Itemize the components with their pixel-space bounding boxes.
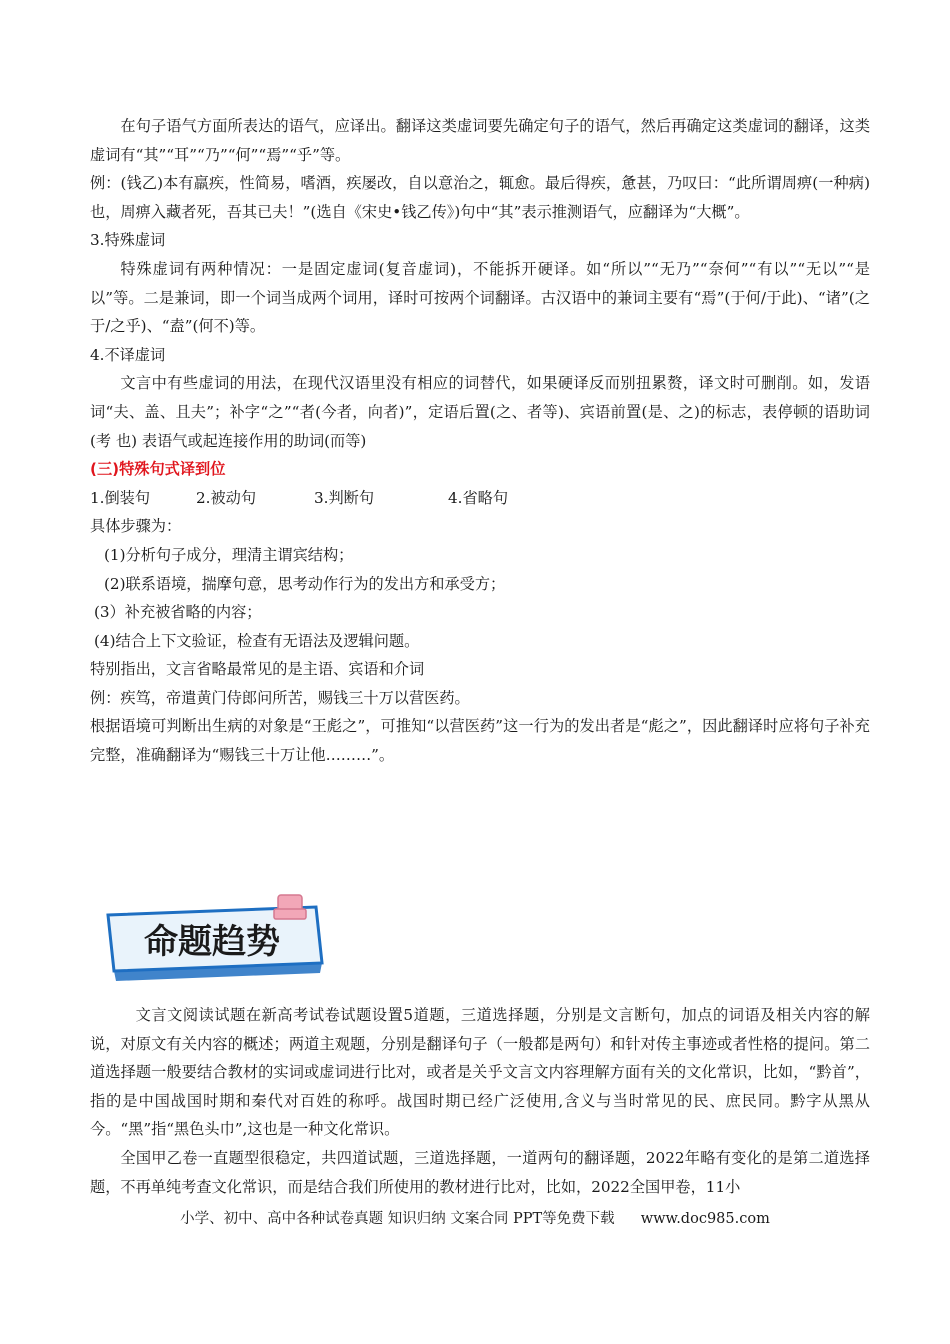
section-heading-special-sentences: (三)特殊句式译到位 bbox=[90, 460, 226, 479]
banner-title: 命题趋势 bbox=[144, 922, 280, 962]
sentence-type-list bbox=[90, 484, 870, 513]
step-item: (3）补充被省略的内容； bbox=[94, 603, 262, 622]
step-item: (2)联系语境，揣摩句意，思考动作行为的发出方和承受方； bbox=[104, 574, 506, 593]
paragraph-special-particles: 特殊虚词有两种情况：一是固定虚词(复音虚词)，不能拆开硬译。如“所以”“无乃”“奈何”“有以”“无以”“是以”等。二是兼词，即一个词当成两个词用，译时可按两个词翻译。古汉语中的兼词主要有“焉”(于何/于此)、“诸”(之于/之乎)、“盍”(何不)等。 bbox=[90, 259, 870, 336]
section-1 bbox=[90, 112, 870, 770]
explanation-omission: 根据语境可判断出生病的对象是“王彪之”，可推知“以营医药”这一行为的发出者是“彪之”，因此翻译时应将句子补充完整，准确翻译为“赐钱三十万让他………”。 bbox=[90, 717, 870, 765]
subheading-special-particles: 3.特殊虚词 bbox=[90, 231, 166, 250]
paragraph-national-exam: 全国甲乙卷一直题型很稳定，共四道试题，三道选择题，一道两句的翻译题，2022年略有变化的是第二道选择题，不再单纯考查文化常识，而是结合我们所使用的教材进行比对，比如，2022全国甲卷，11小 bbox=[90, 1148, 870, 1196]
step-item: (1)分析句子成分，理清主谓宾结构； bbox=[104, 545, 354, 564]
sentence-type-item: 1.倒装句 bbox=[90, 488, 151, 507]
section-2 bbox=[90, 1001, 870, 1201]
sentence-type-item: 4.省略句 bbox=[448, 488, 509, 507]
paragraph-mood-particles: 在句子语气方面所表达的语气，应译出。翻译这类虚词要先确定句子的语气，然后再确定这类虚词的翻译，这类虚词有“其”“耳”“乃”“何”“焉”“乎”等。 bbox=[90, 117, 870, 164]
banner-proposition-trend bbox=[100, 893, 330, 989]
example-qian-yi: 例：(钱乙)本有羸疾，性简易，嗜酒，疾屡改，自以意治之，辄愈。最后得疾，惫甚，乃叹曰：“此所谓周痹(一种病)也，周痹入藏者死，吾其已夫！”(选自《宋史•钱乙传》)句中“其”表示推测语气，应翻译为“大概”。 bbox=[90, 174, 870, 221]
step-item: (4)结合上下文验证，检查有无语法及逻辑问题。 bbox=[94, 631, 420, 650]
footer-text: 小学、初中、高中各种试卷真题 知识归纳 文案合同 PPT等免费下载 bbox=[180, 1211, 615, 1227]
note-omission: 特别指出，文言省略最常见的是主语、宾语和介词 bbox=[90, 660, 425, 679]
sentence-type-item: 2.被动句 bbox=[196, 488, 257, 507]
paragraph-exam-structure: 文言文阅读试题在新高考试卷试题设置5道题，三道选择题，分别是文言断句，加点的词语及相关内容的解说，对原文有关内容的概述；两道主观题，分别是翻译句子（一般都是两句）和针对传主事迹或者性格的提问。第二道选择题一般要结合教材的实词或虚词进行比对，或者是关乎文言文内容理解方面有关的文化常识，比如，“黔首”，指的是中国战国时期和秦代对百姓的称呼。战国时期已经广泛使用,含义与当时常见的民、庶民同。黔字从黑从今。“黑”指“黑色头巾”,这也是一种文化常识。 bbox=[90, 1006, 870, 1139]
footer-url[interactable]: www.doc985.com bbox=[640, 1211, 770, 1227]
steps-intro: 具体步骤为： bbox=[90, 517, 182, 536]
sentence-type-item: 3.判断句 bbox=[314, 488, 375, 507]
footer bbox=[0, 1207, 950, 1228]
paragraph-untranslated-particles: 文言中有些虚词的用法，在现代汉语里没有相应的词替代，如果硬译反而别扭累赘，译文时可删削。如，发语词“夫、盖、且夫”；补字“之”“者(今者，向者)”，定语后置(之、者等)、宾语前置(是、之)的标志，表停顿的语助词(考 也) 表语气或起连接作用的助词(而等) bbox=[90, 374, 870, 450]
example-omission: 例：疾笃，帝遣黄门侍郎问所苦，赐钱三十万以营医药。 bbox=[90, 688, 470, 707]
paper-clip-base bbox=[274, 909, 306, 919]
subheading-untranslated-particles: 4.不译虚词 bbox=[90, 345, 166, 364]
